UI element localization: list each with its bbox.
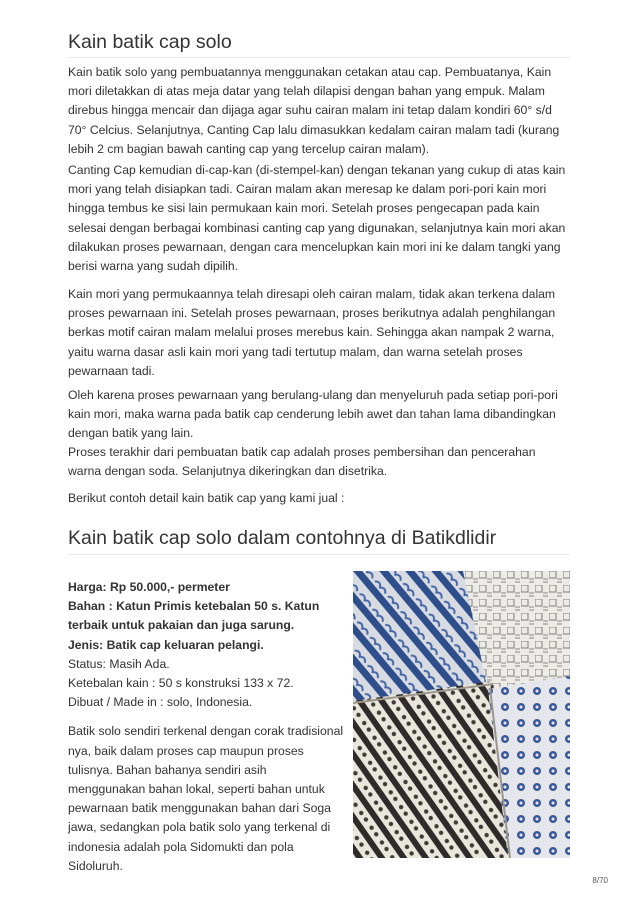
page-number: 8/70 (592, 876, 608, 885)
product-description: Batik solo sendiri terkenal dengan corak tradisional nya, baik dalam proses cap maupun proses tulisnya. Bahan bahanya sendiri asih menggunakan bahan lokal, seperti bahan untuk pewarnaan batik menggunakan bahan dari Soga jawa, sedangkan pola batik solo yang terkenal di indonesia adalah pola Sidomukti dan pola Sidoluruh. (68, 724, 344, 873)
title-divider-2 (68, 554, 570, 555)
paragraph-2: Canting Cap kemudian di-cap-kan (di-stempel-kan) dengan tekanan yang cukup di atas kain mori yang telah disiapkan tadi. Cairan malam akan meresap ke dalam pori-pori kain mori hingga tembus ke sisi lain permukaan kain mori. Setelah proses pengecapan pada kain selesai dengan berbagai kombinasi canting cap yang digunakan, selanjutnya kain mori akan dilakukan proses pewarnaan, dengan cara mencelupkan kain mori ini ke dalam tangki yang berisi warna yang sudah dipilih. (68, 163, 566, 274)
spec-harga: Harga: Rp 50.000,- permeter (68, 580, 230, 594)
spec-jenis: Jenis: Batik cap keluaran pelangi. (68, 637, 264, 652)
paragraph-3: Kain mori yang permukaannya telah diresapi oleh cairan malam, tidak akan terkena dalam proses pewarnaan ini. Setelah proses pewarnaan, proses berikutnya adalah penghilangan berkas motif cairan malam melalui proses merebus kain. Sehingga akan nampak 2 warna, yaitu warna dasar asli kain mori yang tadi tertutup malam, dan warna setelah proses pewarnaan tadi. (68, 287, 556, 378)
spec-dibuat: Dibuat / Made in : solo, Indonesia. (68, 695, 253, 710)
title-divider (68, 57, 570, 58)
section-title-batik-cap-solo: Kain batik cap solo (68, 31, 232, 53)
section-title-contoh: Kain batik cap solo dalam contohnya di Batikdlidir (68, 527, 497, 549)
spec-bahan: Bahan : Katun Primis ketebalan 50 s. Katun terbaik untuk pakaian dan juga sarung. (68, 599, 320, 633)
paragraph-6: Berikut contoh detail kain batik cap yang kami jual : (68, 491, 345, 505)
spec-ketebalan: Ketebalan kain : 50 s konstruksi 133 x 72. (68, 676, 294, 691)
batik-fabric-photo (353, 571, 570, 858)
paragraph-4: Oleh karena proses pewarnaan yang berulang-ulang dan menyeluruh pada setiap pori-pori kain mori, maka warna pada batik cap cenderung lebih awet dan tahan lama dibandingkan dengan batik yang lain. (68, 388, 558, 441)
product-details (68, 578, 346, 876)
spec-status: Status: Masih Ada. (68, 656, 170, 671)
paragraph-1: Kain batik solo yang pembuatannya menggunakan cetakan atau cap. Pembuatanya, Kain mori diletakkan di atas meja datar yang telah dilapisi dengan bahan yang empuk. Malam direbus hingga mencair dan dijaga agar suhu cairan malam ini tetap dalam kondiri 60° s/d 70° Celcius. Selanjutnya, Canting Cap lalu dimasukkan kedalam cairan malam tadi (kurang lebih 2 cm bagian bawah canting cap yang tercelup cairan malam). (68, 65, 560, 156)
paragraph-5: Proses terakhir dari pembuatan batik cap adalah proses pembersihan dan pencerahan warna dengan soda. Selanjutnya dikeringkan dan disetrika. (68, 445, 536, 479)
